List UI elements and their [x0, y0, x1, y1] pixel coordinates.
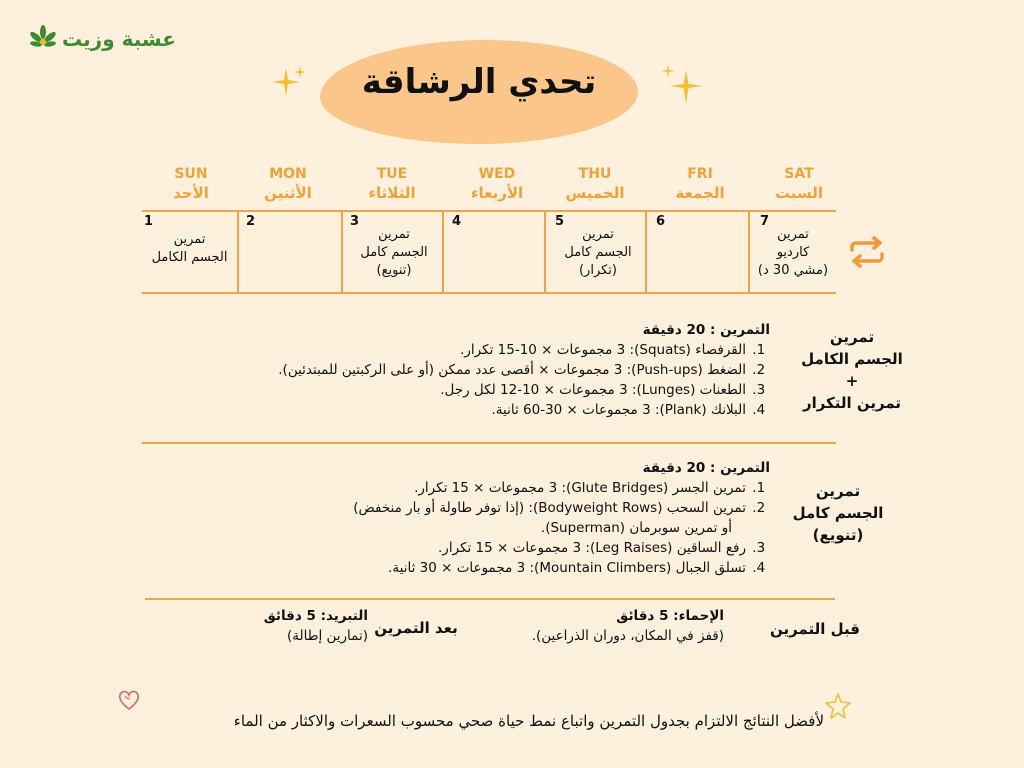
workout-duration: التمرين : 20 دقيقة [642, 460, 770, 476]
cell-line: تمرين [173, 232, 206, 247]
calendar-cell-1 [142, 214, 237, 267]
day-header-thu: THU الخميس [565, 166, 625, 202]
calendar-cell-4 [452, 214, 540, 229]
day-number: 2 [246, 214, 256, 229]
warmup-block [470, 606, 724, 646]
exercise-item: 2. الضغط (Push-ups): 3 مجموعات × أقصى عدد ممكن (أو على الركبتين للمبتدئين). [210, 360, 748, 380]
day-header-fri: FRI الجمعة [675, 166, 725, 202]
day-header-wed: WED الأربعاء [470, 166, 524, 202]
exercise-item: 4. تسلق الجبال (Mountain Climbers): 3 مجموعات × 30 ثانية. [210, 558, 748, 578]
warmup-head: الإحماء: 5 دقائق [616, 608, 724, 624]
workout-block-1 [210, 320, 770, 420]
sparkle-icon [660, 62, 702, 106]
cooldown-block [230, 606, 368, 646]
calendar-divider [645, 210, 647, 294]
calendar-cell-7 [752, 214, 834, 280]
calendar-divider [442, 210, 444, 294]
exercise-item: 1. القرفصاء (Squats): 3 مجموعات × 10-15 تكرار. [210, 340, 748, 360]
brand-name: عشبة وزيت [62, 27, 176, 51]
star-icon [824, 692, 852, 720]
calendar-divider [748, 210, 750, 294]
calendar-cell-5 [555, 214, 641, 280]
exercise-item: 4. البلانك (Plank): 3 مجموعات × 30-60 ثانية. [210, 400, 748, 420]
calendar-bottom-border [142, 292, 836, 294]
section-divider [142, 442, 836, 444]
cooldown-head: التبريد: 5 دقائق [263, 608, 368, 624]
cell-line: تمرين [777, 227, 809, 242]
calendar-cell-6 [656, 214, 744, 229]
day-number: 6 [656, 214, 666, 229]
section-label-full-body-variety: تمرين الجسم كامل (تنويع) [792, 482, 884, 544]
section-label-full-body-repeat: تمرين الجسم الكامل + تمرين التكرار [801, 328, 903, 412]
cell-line: (تنويع) [376, 263, 412, 278]
day-header-tue: TUE الثلاثاء [368, 166, 416, 202]
calendar-divider [237, 210, 239, 294]
day-header-mon: MON الأثنين [264, 166, 312, 202]
calendar-cell-2 [246, 214, 336, 229]
section-divider [145, 598, 835, 600]
cooldown-body: (تمارين إطالة) [286, 628, 368, 644]
cell-line: الجسم كامل [360, 245, 428, 260]
calendar-top-border [142, 210, 836, 212]
day-number: 5 [555, 214, 565, 229]
leaf-logo-icon [28, 24, 58, 54]
before-workout-label: قبل التمرين [770, 620, 860, 638]
day-number: 3 [350, 214, 360, 229]
heart-icon [116, 688, 142, 712]
exercise-alternative: أو تمرين سوبرمان (Superman). [540, 520, 732, 536]
page-title: تحدي الرشاقة [361, 62, 597, 102]
cell-line: تمرين [582, 227, 614, 242]
calendar-cell-3 [350, 214, 438, 280]
calendar-divider [341, 210, 343, 294]
exercise-item: 3. الطعنات (Lunges): 3 مجموعات × 10-12 لكل رجل. [210, 380, 748, 400]
footer-note: لأفضل النتائج الالتزام بجدول التمرين واتباع نمط حياة صحي محسوب السعرات والاكثار من الماء [233, 712, 824, 730]
exercise-item: 2. تمرين السحب (Bodyweight Rows): (إذا توفر طاولة أو بار منخفض) أو تمرين سوبرمان (Superman). [210, 498, 748, 538]
repeat-icon [848, 236, 886, 268]
workout-block-2 [210, 458, 770, 578]
cell-line: تمرين [378, 227, 410, 242]
calendar-divider [544, 210, 546, 294]
day-number: 7 [760, 214, 770, 229]
warmup-body: (قفز في المكان، دوران الذراعين). [531, 628, 724, 644]
sparkle-icon [272, 64, 308, 100]
brand-logo [28, 24, 176, 54]
workout-duration: التمرين : 20 دقيقة [642, 322, 770, 338]
cell-line: كارديو [776, 245, 810, 260]
exercise-item: 1. تمرين الجسر (Glute Bridges): 3 مجموعات × 15 تكرار. [210, 478, 748, 498]
cell-line: (مشي 30 د) [757, 263, 829, 278]
cell-line: الجسم كامل [564, 245, 632, 260]
day-header-sat: SAT السبت [774, 166, 824, 202]
after-workout-label: بعد التمرين [374, 619, 458, 637]
exercise-item: 3. رفع الساقين (Leg Raises): 3 مجموعات × 15 تكرار. [210, 538, 748, 558]
day-header-sun: SUN الأحد [173, 166, 209, 202]
day-number: 4 [452, 214, 462, 229]
day-number: 1 [144, 214, 154, 229]
cell-line: الجسم الكامل [151, 250, 228, 265]
cell-line: (تكرار) [578, 263, 617, 278]
